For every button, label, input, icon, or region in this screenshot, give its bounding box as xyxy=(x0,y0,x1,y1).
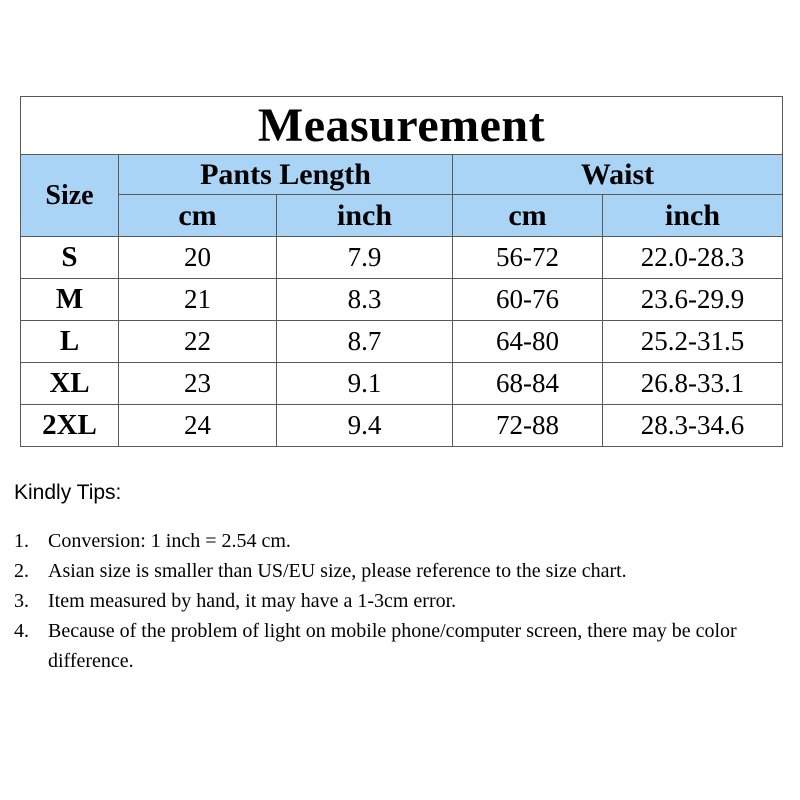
table-cell: 56-72 xyxy=(453,237,603,279)
table-row xyxy=(21,279,783,321)
list-item xyxy=(14,616,784,676)
list-item xyxy=(14,556,784,586)
tip-text: Conversion: 1 inch = 2.54 cm. xyxy=(48,530,291,552)
table-cell: 28.3-34.6 xyxy=(603,405,783,447)
table-title: Measurement xyxy=(21,97,783,155)
table-cell: 68-84 xyxy=(453,363,603,405)
table-cell: 64-80 xyxy=(453,321,603,363)
unit-header: cm xyxy=(453,195,603,237)
unit-header: inch xyxy=(277,195,453,237)
size-cell: XL xyxy=(21,363,119,405)
table-cell: 20 xyxy=(119,237,277,279)
table-row xyxy=(21,237,783,279)
size-cell: 2XL xyxy=(21,405,119,447)
size-cell: S xyxy=(21,237,119,279)
tip-number: 1. xyxy=(14,530,29,552)
size-cell: M xyxy=(21,279,119,321)
table-row xyxy=(21,405,783,447)
table-cell: 26.8-33.1 xyxy=(603,363,783,405)
unit-header: cm xyxy=(119,195,277,237)
size-column-header: Size xyxy=(21,155,119,237)
tip-number: 3. xyxy=(14,590,29,612)
table-row xyxy=(21,321,783,363)
tips-list xyxy=(14,526,784,676)
list-item xyxy=(14,526,784,556)
table-cell: 25.2-31.5 xyxy=(603,321,783,363)
table-row xyxy=(21,363,783,405)
waist-header: Waist xyxy=(453,155,783,195)
kindly-tips xyxy=(14,478,784,676)
table-cell: 72-88 xyxy=(453,405,603,447)
table-cell: 23.6-29.9 xyxy=(603,279,783,321)
measurement-table xyxy=(20,96,783,447)
table-cell: 9.1 xyxy=(277,363,453,405)
table-cell: 8.7 xyxy=(277,321,453,363)
tip-number: 2. xyxy=(14,560,29,582)
pants-length-header: Pants Length xyxy=(119,155,453,195)
tip-text: Item measured by hand, it may have a 1-3cm error. xyxy=(48,590,457,612)
table-cell: 23 xyxy=(119,363,277,405)
table-cell: 8.3 xyxy=(277,279,453,321)
size-cell: L xyxy=(21,321,119,363)
tips-title: Kindly Tips: xyxy=(14,481,122,504)
tip-number: 4. xyxy=(14,620,29,642)
table-cell: 24 xyxy=(119,405,277,447)
unit-header: inch xyxy=(603,195,783,237)
tip-text: Because of the problem of light on mobile phone/computer screen, there may be color difference. xyxy=(48,620,737,672)
table-cell: 22 xyxy=(119,321,277,363)
tip-text: Asian size is smaller than US/EU size, please reference to the size chart. xyxy=(48,560,627,582)
table-cell: 7.9 xyxy=(277,237,453,279)
table-cell: 21 xyxy=(119,279,277,321)
table-cell: 60-76 xyxy=(453,279,603,321)
table-cell: 22.0-28.3 xyxy=(603,237,783,279)
list-item xyxy=(14,586,784,616)
table-cell: 9.4 xyxy=(277,405,453,447)
